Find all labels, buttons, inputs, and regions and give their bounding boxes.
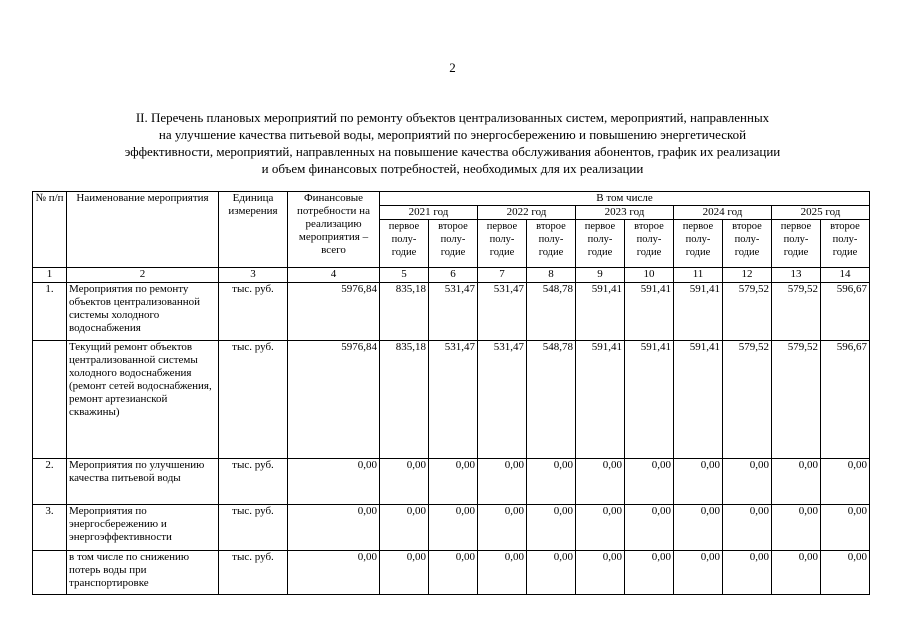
title-line-4: и объем финансовых потребностей, необходимых для их реализации bbox=[261, 161, 644, 176]
unit: тыс. руб. bbox=[219, 283, 288, 341]
column-number: 13 bbox=[772, 268, 821, 283]
period-value: 548,78 bbox=[527, 283, 576, 341]
period-value: 591,41 bbox=[674, 283, 723, 341]
unit: тыс. руб. bbox=[219, 505, 288, 551]
header-first-half-4: первое полу-годие bbox=[674, 220, 723, 268]
period-value: 0,00 bbox=[625, 459, 674, 505]
header-first-half-2: первое полу-годие bbox=[478, 220, 527, 268]
activity-name: Мероприятия по улучшению качества питьевой воды bbox=[67, 459, 219, 505]
period-value: 0,00 bbox=[429, 459, 478, 505]
header-second-half-1: второе полу-годие bbox=[429, 220, 478, 268]
header-second-half-4: второе полу-годие bbox=[723, 220, 772, 268]
period-value: 0,00 bbox=[429, 505, 478, 551]
period-value: 0,00 bbox=[674, 551, 723, 595]
period-value: 0,00 bbox=[576, 551, 625, 595]
period-value: 591,41 bbox=[576, 341, 625, 459]
activity-name: Мероприятия по ремонту объектов централизованной системы холодного водоснабжения bbox=[67, 283, 219, 341]
title-line-3: эффективности, мероприятий, направленных на повышение качества обслуживания абонентов, график их реализации bbox=[124, 144, 781, 159]
header-year-2022: 2022 год bbox=[478, 206, 576, 220]
unit: тыс. руб. bbox=[219, 551, 288, 595]
header-second-half-2: второе полу-годие bbox=[527, 220, 576, 268]
table-row bbox=[33, 283, 870, 341]
column-number: 1 bbox=[33, 268, 67, 283]
period-value: 596,67 bbox=[821, 341, 870, 459]
row-number: 2. bbox=[33, 459, 67, 505]
period-value: 0,00 bbox=[478, 551, 527, 595]
period-value: 0,00 bbox=[625, 551, 674, 595]
header-year-2025: 2025 год bbox=[772, 206, 870, 220]
period-value: 591,41 bbox=[674, 341, 723, 459]
header-unit: Единица измерения bbox=[219, 192, 288, 268]
header-year-2021: 2021 год bbox=[380, 206, 478, 220]
activity-name: в том числе по снижению потерь воды при транспортировке bbox=[67, 551, 219, 595]
period-value: 0,00 bbox=[625, 505, 674, 551]
period-value: 0,00 bbox=[478, 505, 527, 551]
header-second-half-5: второе полу-годие bbox=[821, 220, 870, 268]
period-value: 531,47 bbox=[429, 341, 478, 459]
header-first-half-3: первое полу-годие bbox=[576, 220, 625, 268]
period-value: 596,67 bbox=[821, 283, 870, 341]
period-value: 531,47 bbox=[429, 283, 478, 341]
period-value: 579,52 bbox=[772, 283, 821, 341]
column-number: 3 bbox=[219, 268, 288, 283]
table-row bbox=[33, 341, 870, 459]
total-finance: 0,00 bbox=[288, 459, 380, 505]
period-value: 579,52 bbox=[723, 341, 772, 459]
column-number: 11 bbox=[674, 268, 723, 283]
table-row bbox=[33, 505, 870, 551]
header-name: Наименование мероприятия bbox=[67, 192, 219, 268]
period-value: 531,47 bbox=[478, 341, 527, 459]
period-value: 0,00 bbox=[772, 551, 821, 595]
row-number: 1. bbox=[33, 283, 67, 341]
total-finance: 5976,84 bbox=[288, 341, 380, 459]
period-value: 0,00 bbox=[674, 459, 723, 505]
header-year-2023: 2023 год bbox=[576, 206, 674, 220]
column-number: 5 bbox=[380, 268, 429, 283]
activity-name: Текущий ремонт объектов централизованной системы холодного водоснабжения (ремонт сетей водоснабжения, ремонт артезианской скважины) bbox=[67, 341, 219, 459]
period-value: 0,00 bbox=[723, 505, 772, 551]
column-number: 12 bbox=[723, 268, 772, 283]
header-year-2024: 2024 год bbox=[674, 206, 772, 220]
unit: тыс. руб. bbox=[219, 341, 288, 459]
period-value: 835,18 bbox=[380, 283, 429, 341]
period-value: 0,00 bbox=[674, 505, 723, 551]
header-including: В том числе bbox=[380, 192, 870, 206]
period-value: 0,00 bbox=[821, 459, 870, 505]
period-value: 591,41 bbox=[576, 283, 625, 341]
period-value: 0,00 bbox=[429, 551, 478, 595]
row-number bbox=[33, 341, 67, 459]
header-num: № п/п bbox=[33, 192, 67, 268]
page-number: 2 bbox=[449, 60, 456, 75]
column-number: 4 bbox=[288, 268, 380, 283]
period-value: 0,00 bbox=[821, 505, 870, 551]
period-value: 0,00 bbox=[723, 551, 772, 595]
period-value: 531,47 bbox=[478, 283, 527, 341]
column-number: 14 bbox=[821, 268, 870, 283]
period-value: 0,00 bbox=[380, 551, 429, 595]
table-row bbox=[33, 459, 870, 505]
plan-table bbox=[32, 191, 870, 595]
column-number: 9 bbox=[576, 268, 625, 283]
column-number: 6 bbox=[429, 268, 478, 283]
column-number: 10 bbox=[625, 268, 674, 283]
period-value: 0,00 bbox=[380, 459, 429, 505]
period-value: 0,00 bbox=[576, 459, 625, 505]
period-value: 0,00 bbox=[821, 551, 870, 595]
header-second-half-3: второе полу-годие bbox=[625, 220, 674, 268]
period-value: 0,00 bbox=[478, 459, 527, 505]
period-value: 835,18 bbox=[380, 341, 429, 459]
total-finance: 0,00 bbox=[288, 505, 380, 551]
row-number bbox=[33, 551, 67, 595]
period-value: 0,00 bbox=[380, 505, 429, 551]
document-title bbox=[40, 109, 865, 177]
period-value: 0,00 bbox=[527, 459, 576, 505]
period-value: 0,00 bbox=[527, 505, 576, 551]
period-value: 0,00 bbox=[527, 551, 576, 595]
header-finance: Финансовые потребности на реализацию мероприятия – всего bbox=[288, 192, 380, 268]
table-row bbox=[33, 551, 870, 595]
period-value: 0,00 bbox=[723, 459, 772, 505]
period-value: 579,52 bbox=[723, 283, 772, 341]
period-value: 0,00 bbox=[772, 459, 821, 505]
title-line-2: на улучшение качества питьевой воды, мероприятий по энергосбережению и повышению энергетической bbox=[158, 127, 747, 142]
period-value: 591,41 bbox=[625, 341, 674, 459]
period-value: 579,52 bbox=[772, 341, 821, 459]
unit: тыс. руб. bbox=[219, 459, 288, 505]
period-value: 0,00 bbox=[772, 505, 821, 551]
title-line-1: II. Перечень плановых мероприятий по ремонту объектов централизованных систем, мероприятий, направленных bbox=[135, 110, 770, 125]
column-number: 8 bbox=[527, 268, 576, 283]
period-value: 548,78 bbox=[527, 341, 576, 459]
header-first-half-1: первое полу-годие bbox=[380, 220, 429, 268]
column-number: 2 bbox=[67, 268, 219, 283]
total-finance: 5976,84 bbox=[288, 283, 380, 341]
row-number: 3. bbox=[33, 505, 67, 551]
period-value: 591,41 bbox=[625, 283, 674, 341]
activity-name: Мероприятия по энергосбережению и энергоэффективности bbox=[67, 505, 219, 551]
period-value: 0,00 bbox=[576, 505, 625, 551]
column-number: 7 bbox=[478, 268, 527, 283]
total-finance: 0,00 bbox=[288, 551, 380, 595]
header-first-half-5: первое полу-годие bbox=[772, 220, 821, 268]
